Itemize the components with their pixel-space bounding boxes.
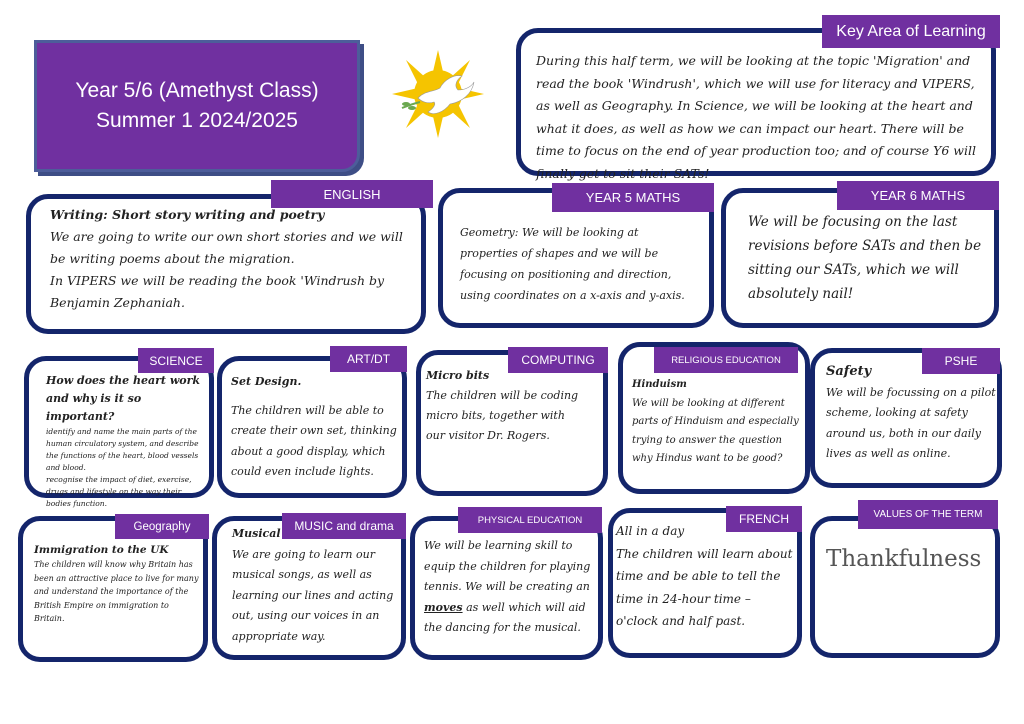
- year6-maths-text: We will be focusing on the last revisions before SATs and then be sitting our SATs, which we will absolutely nail!: [748, 214, 982, 302]
- computing-tag: COMPUTING: [508, 347, 608, 373]
- music-tag: MUSIC and drama: [282, 513, 406, 539]
- pe-text-after: as well which will aid the dancing for the musical.: [424, 600, 586, 634]
- pshe-text: [826, 362, 996, 465]
- science-detail2: recognise the impact of diet, exercise, drugs and lifestyle on the way their bodies function.: [46, 475, 192, 508]
- english-text: [50, 204, 410, 314]
- english-heading: Writing: Short story writing and poetry: [50, 207, 325, 222]
- art-text: [231, 372, 397, 483]
- english-line2: In VIPERS we will be reading the book 'Windrush by Benjamin Zephaniah.: [50, 273, 385, 310]
- art-body: The children will be able to create their own set, thinking about a good display, which could even include lights.: [231, 403, 397, 478]
- pshe-body: We will be focussing on a pilot scheme, looking at safety around us, both in our daily lives as well as online.: [826, 385, 996, 460]
- music-text: [232, 524, 398, 647]
- computing-body: The children will be coding micro bits, together with our visitor Dr. Rogers.: [426, 389, 579, 442]
- computing-text: [426, 366, 586, 446]
- values-tag: VALUES OF THE TERM: [858, 500, 998, 529]
- pshe-heading: Safety: [826, 364, 872, 379]
- art-heading: Set Design.: [231, 375, 302, 388]
- key-area-tag: Key Area of Learning: [822, 15, 1000, 48]
- re-body: We will be looking at different parts of Hinduism and especially trying to answer the question why Hindus want to be good?: [632, 397, 799, 464]
- science-heading: How does the heart work and why is it so important?: [46, 374, 201, 423]
- values-box: [810, 516, 1000, 658]
- dove-sun-icon: [388, 46, 488, 142]
- geography-tag: Geography: [115, 514, 209, 539]
- title-banner: [34, 40, 360, 172]
- french-heading: All in a day: [616, 524, 685, 538]
- french-tag: FRENCH: [726, 506, 802, 532]
- computing-heading: Micro bits: [426, 369, 490, 382]
- science-detail1: identify and name the main parts of the human circulatory system, and describe the functions of the heart, blood vessels and blood.: [46, 427, 199, 472]
- re-tag: RELIGIOUS EDUCATION: [654, 347, 798, 373]
- science-text: [46, 372, 206, 510]
- re-text: [632, 376, 802, 469]
- title-line1: Year 5/6 (Amethyst Class): [75, 79, 319, 102]
- year5-maths-text: Geometry: We will be looking at properties of shapes and we will be focusing on positioning and direction, using coordinates on a x-axis and y-axis.: [460, 226, 685, 302]
- geography-heading: Immigration to the UK: [34, 544, 169, 556]
- year5-maths-tag: YEAR 5 MATHS: [552, 183, 714, 212]
- science-tag: SCIENCE: [138, 348, 214, 373]
- music-heading: Musical: [232, 527, 281, 540]
- pe-text-emph: moves: [424, 600, 463, 614]
- geography-text: [34, 542, 200, 626]
- english-line1: We are going to write our own short stories and we will be writing poems about the migration.: [50, 229, 403, 266]
- french-text: [616, 520, 794, 633]
- french-body: The children will learn about time and be able to tell the time in 24-hour time – o'clock and half past.: [616, 546, 793, 628]
- title-line2: Summer 1 2024/2025: [96, 109, 298, 132]
- key-area-text: During this half term, we will be looking at the topic 'Migration' and read the book 'Windrush', which we will use for literacy and VIPERS, as well as Geography. In Science, we will be looking at the heart and what it does, as well as how we can impact our heart. There will be time to focus on the end of year production too; and of course Y6 will finally get to sit their SATs!: [536, 53, 976, 181]
- year6-maths-tag: YEAR 6 MATHS: [837, 181, 999, 210]
- pe-tag: PHYSICAL EDUCATION: [458, 507, 602, 533]
- re-heading: Hinduism: [632, 379, 687, 390]
- english-tag: ENGLISH: [271, 180, 433, 208]
- pe-text-before: We will be learning skill to equip the children for playing tennis. We will be creating an: [424, 539, 591, 593]
- music-body: We are going to learn our musical songs, as well as learning our lines and acting out, using our voices in an appropriate way.: [232, 547, 394, 643]
- values-text: Thankfulness: [826, 546, 982, 572]
- art-tag: ART/DT: [330, 346, 407, 372]
- geography-body: The children will know why Britain has been an attractive place to live for many and understand the importance of the British Empire on immigration to Britain.: [34, 560, 199, 623]
- pe-text: [424, 536, 594, 639]
- pshe-tag: PSHE: [922, 348, 1000, 374]
